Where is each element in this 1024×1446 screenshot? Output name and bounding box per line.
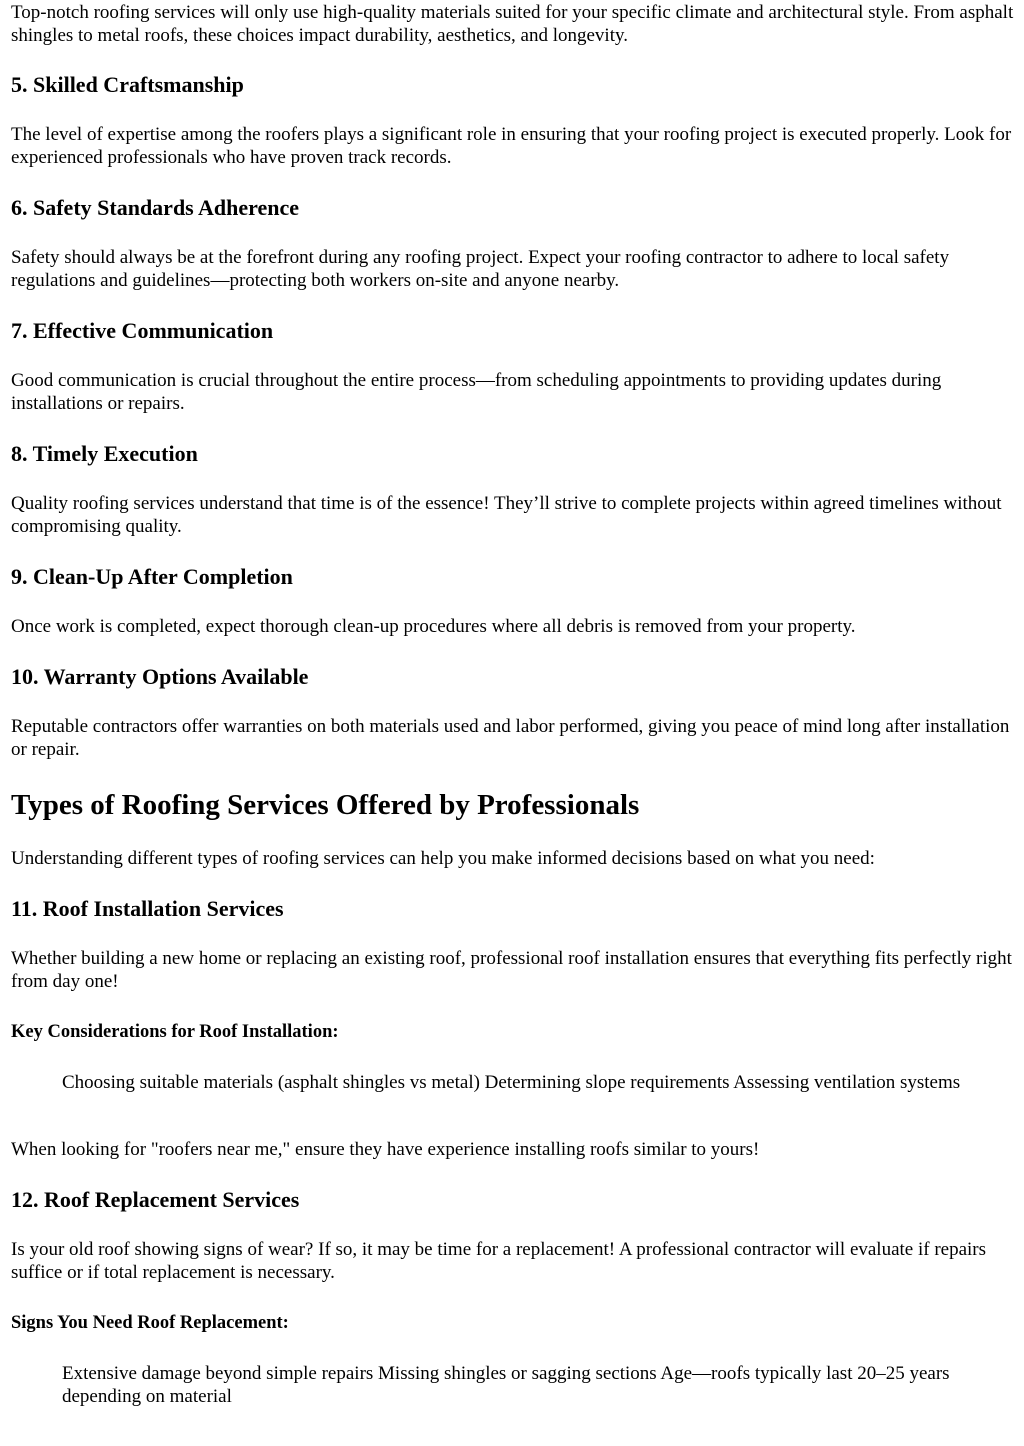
section-heading-timely-execution: 8. Timely Execution — [11, 441, 198, 466]
types-section-title: Types of Roofing Services Offered by Professionals — [11, 789, 640, 821]
section-heading-effective-communication: 7. Effective Communication — [11, 318, 274, 343]
section-body-roof-replacement: Is your old roof showing signs of wear? If so, it may be time for a replacement! A professional contractor will evaluate if repairs suffice or if total replacement is necessary. — [11, 1239, 987, 1283]
section-body-skilled-craftsmanship: The level of expertise among the roofers plays a significant role in ensuring that your roofing project is executed properly. Look for experienced professionals who have proven track records. — [11, 124, 1012, 168]
section-heading-warranty-options: 10. Warranty Options Available — [11, 664, 309, 689]
installation-considerations-list: Choosing suitable materials (asphalt shingles vs metal) Determining slope requirements Assessing ventilation systems — [62, 1072, 961, 1093]
section-heading-clean-up: 9. Clean-Up After Completion — [11, 564, 293, 589]
section-heading-safety-standards: 6. Safety Standards Adherence — [11, 195, 300, 220]
section-heading-skilled-craftsmanship: 5. Skilled Craftsmanship — [11, 72, 244, 97]
section-heading-roof-replacement: 12. Roof Replacement Services — [11, 1187, 300, 1212]
section-body-safety-standards: Safety should always be at the forefront during any roofing project. Expect your roofing contractor to adhere to local safety regulations and guidelines—protecting both workers on-site and anyone nearby. — [11, 247, 950, 291]
section-body-effective-communication: Good communication is crucial throughout the entire process—from scheduling appointments to providing updates during installations or repairs. — [11, 370, 942, 414]
intro-paragraph: Top-notch roofing services will only use high-quality materials suited for your specific climate and architectural style. From asphalt shingles to metal roofs, these choices impact durability, aesthetics, and longevity. — [11, 2, 1014, 46]
types-section-intro: Understanding different types of roofing services can help you make informed decisions based on what you need: — [11, 848, 875, 869]
section-body-timely-execution: Quality roofing services understand that time is of the essence! They’ll strive to complete projects within agreed timelines without compromising quality. — [11, 493, 1002, 537]
section-heading-roof-installation: 11. Roof Installation Services — [11, 896, 284, 921]
installation-considerations-subheading: Key Considerations for Roof Installation: — [11, 1022, 339, 1042]
replacement-signs-subheading: Signs You Need Roof Replacement: — [11, 1313, 289, 1333]
replacement-signs-list: Extensive damage beyond simple repairs Missing shingles or sagging sections Age—roofs typically last 20–25 years depending on material — [62, 1363, 950, 1407]
section-body-roof-installation: Whether building a new home or replacing an existing roof, professional roof installation ensures that everything fits perfectly right from day one! — [11, 948, 1012, 992]
section-body-clean-up: Once work is completed, expect thorough clean-up procedures where all debris is removed from your property. — [11, 616, 856, 637]
installation-note: When looking for "roofers near me," ensure they have experience installing roofs similar to yours! — [11, 1139, 760, 1160]
section-body-warranty-options: Reputable contractors offer warranties on both materials used and labor performed, giving you peace of mind long after installation or repair. — [11, 716, 1010, 760]
